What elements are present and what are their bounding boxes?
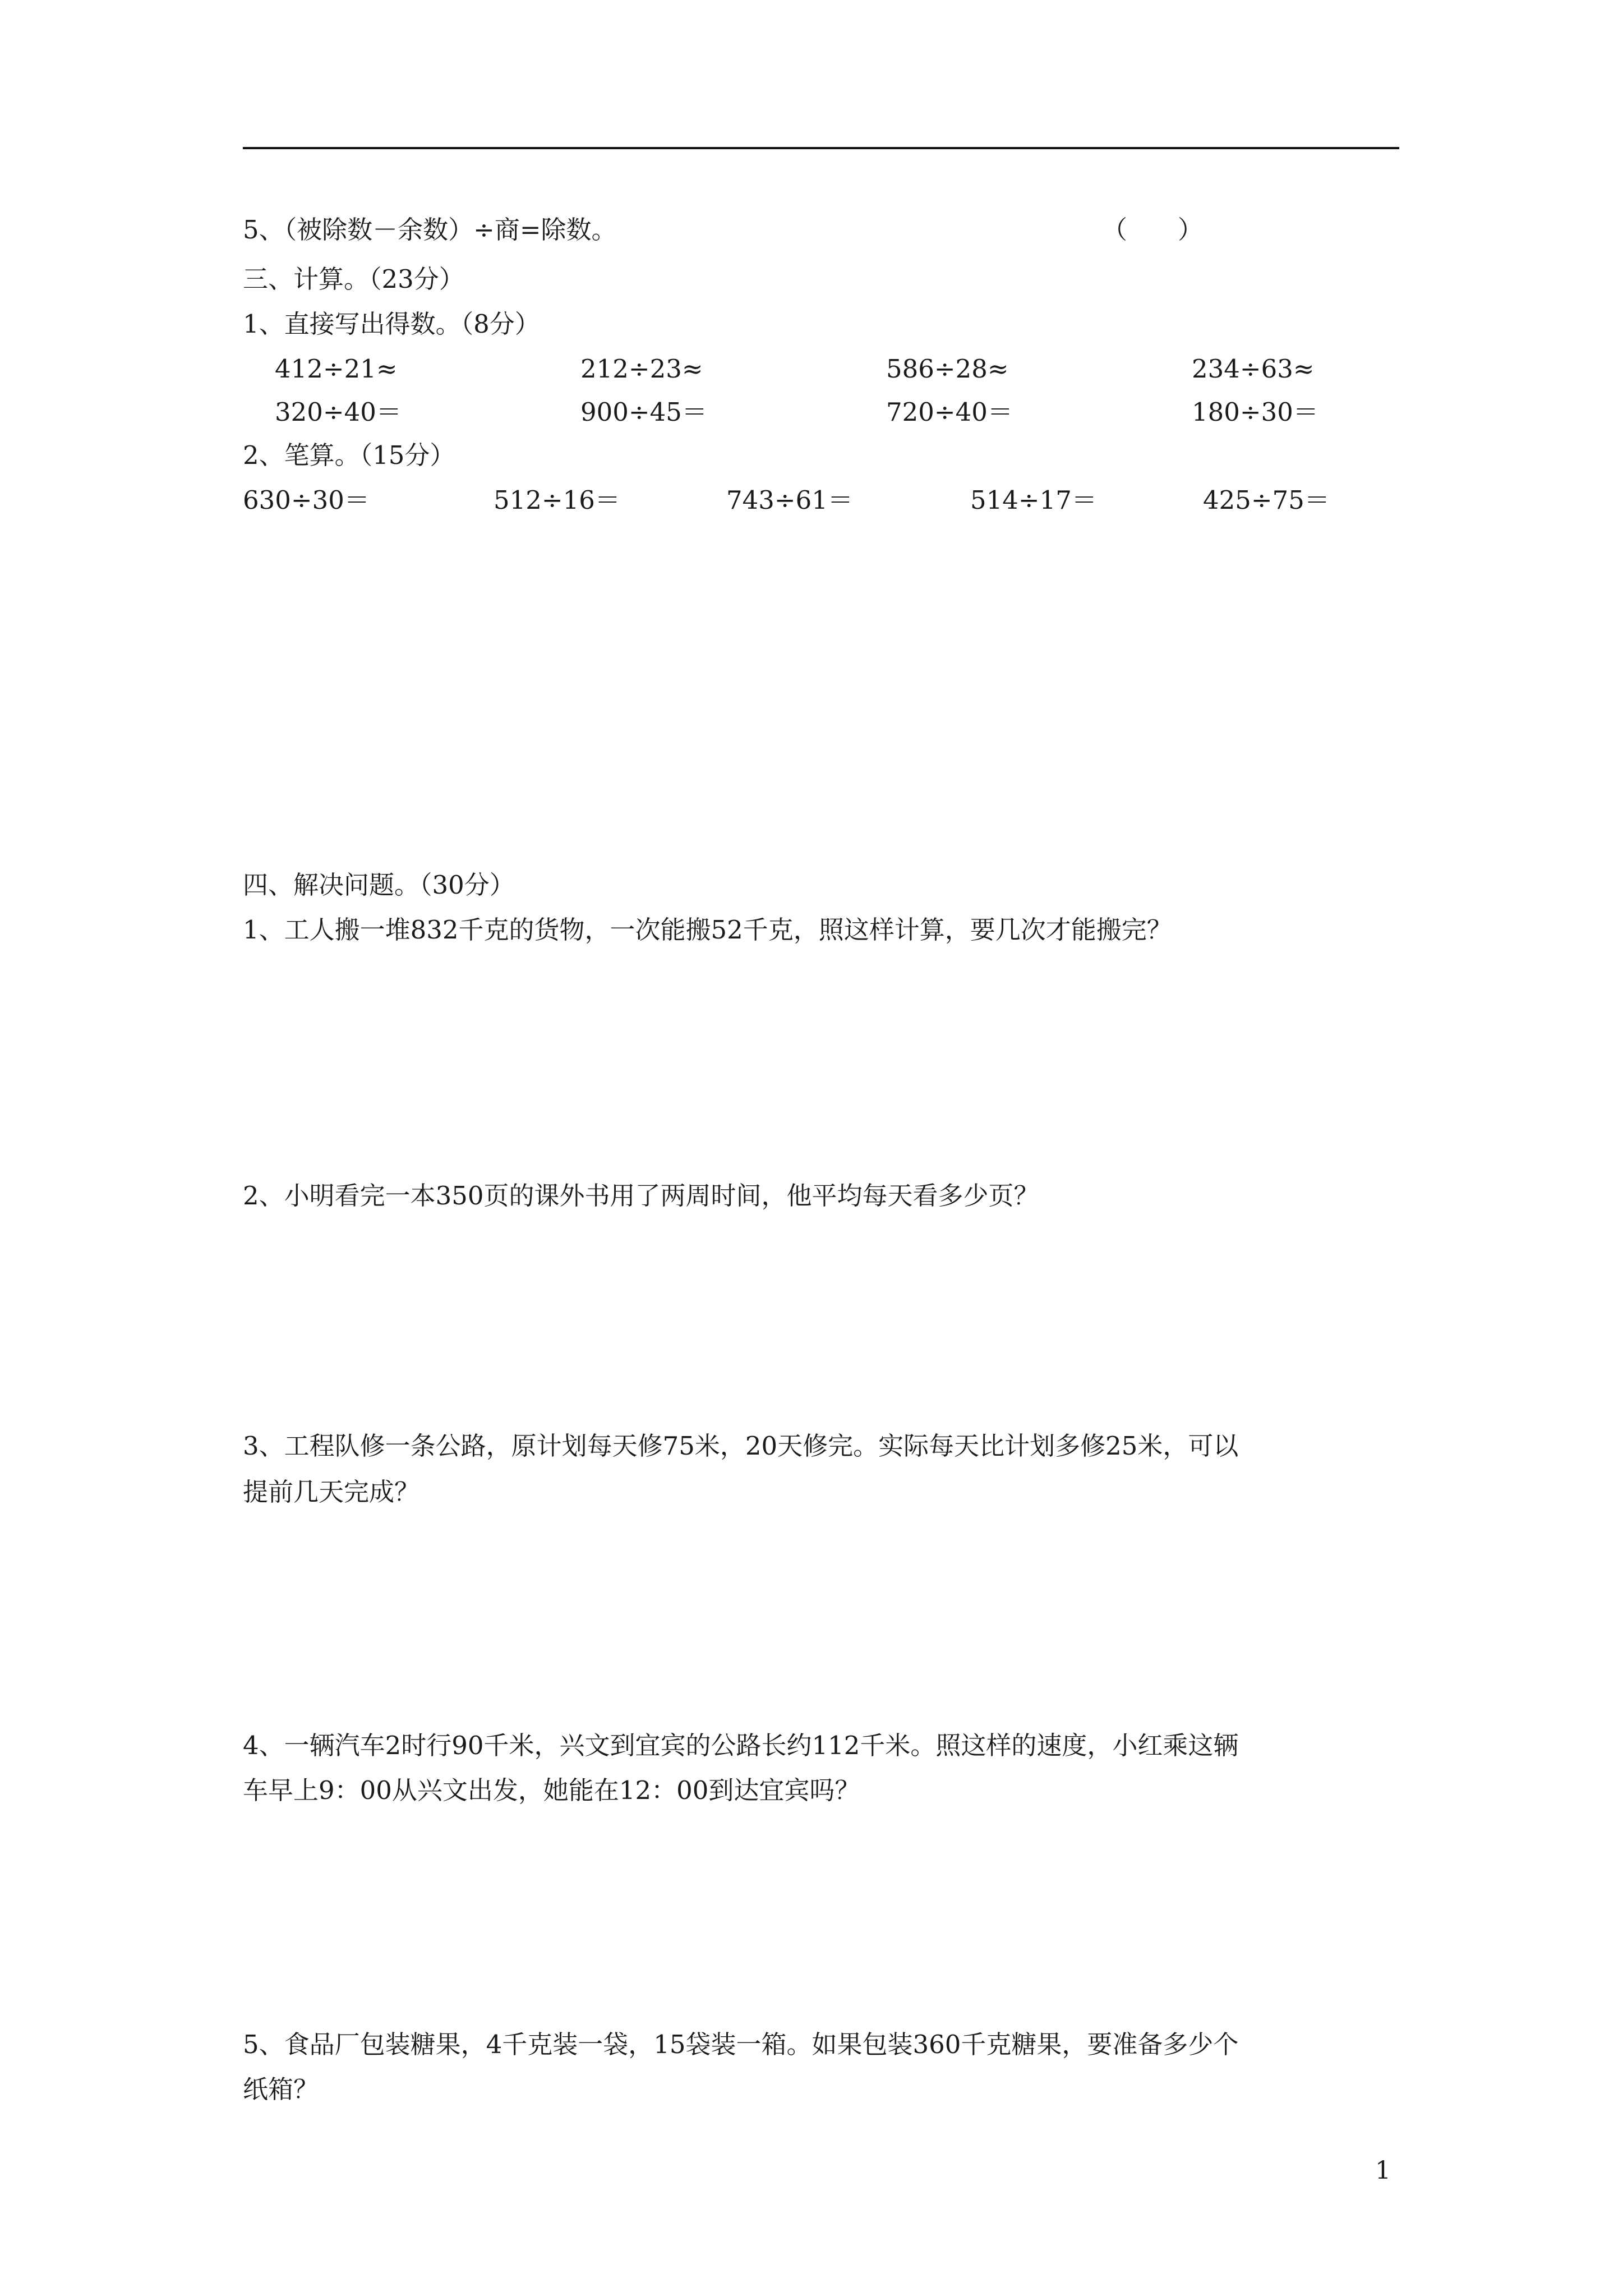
oral-item: 720÷40＝ [886, 397, 1013, 427]
oral-item: 412÷21≈ [275, 354, 398, 384]
problem-4-line-1: 4、一辆汽车2时行90千米，兴文到宜宾的公路长约112千米。照这样的速度，小红乘这辆 [243, 1731, 1239, 1760]
problem-3-line-2: 提前几天完成？ [243, 1477, 420, 1507]
problem-5-line-1: 5、食品厂包装糖果，4千克装一袋，15袋装一箱。如果包装360千克糖果，要准备多少个 [243, 2030, 1239, 2059]
answer-bracket: （ ） [1102, 215, 1204, 245]
problem-1-line-1: 1、工人搬一堆832千克的货物，一次能搬52千克，照这样计算，要几次才能搬完？ [243, 915, 1172, 945]
problem-2-line-1: 2、小明看完一本350页的课外书用了两周时间，他平均每天看多少页？ [243, 1181, 1039, 1211]
judgement-q5: 5、（被除数－余数）÷商=除数。 [243, 215, 617, 245]
section3-title: 三、计算。（23分） [243, 264, 464, 294]
written-item: 425÷75＝ [1203, 485, 1330, 515]
section3-sub1-title: 1、直接写出得数。（8分） [243, 309, 540, 339]
problem-4-line-2: 车早上9：00从兴文出发，她能在12：00到达宜宾吗？ [243, 1775, 860, 1805]
section3-sub2-title: 2、笔算。（15分） [243, 440, 455, 470]
written-item: 512÷16＝ [494, 485, 620, 515]
header-rule [243, 147, 1399, 149]
section4-title: 四、解决问题。（30分） [243, 870, 515, 900]
page-number: 1 [1375, 2156, 1391, 2185]
problem-5-line-2: 纸箱？ [243, 2074, 319, 2104]
oral-item: 180÷30＝ [1192, 397, 1318, 427]
oral-item: 320÷40＝ [275, 397, 402, 427]
written-item: 630÷30＝ [243, 485, 370, 515]
oral-item: 212÷23≈ [580, 354, 703, 384]
oral-item: 900÷45＝ [580, 397, 707, 427]
written-item: 743÷61＝ [726, 485, 853, 515]
oral-item: 234÷63≈ [1192, 354, 1315, 384]
written-item: 514÷17＝ [970, 485, 1097, 515]
oral-item: 586÷28≈ [886, 354, 1009, 384]
problem-3-line-1: 3、工程队修一条公路，原计划每天修75米，20天修完。实际每天比计划多修25米，可以 [243, 1431, 1239, 1461]
